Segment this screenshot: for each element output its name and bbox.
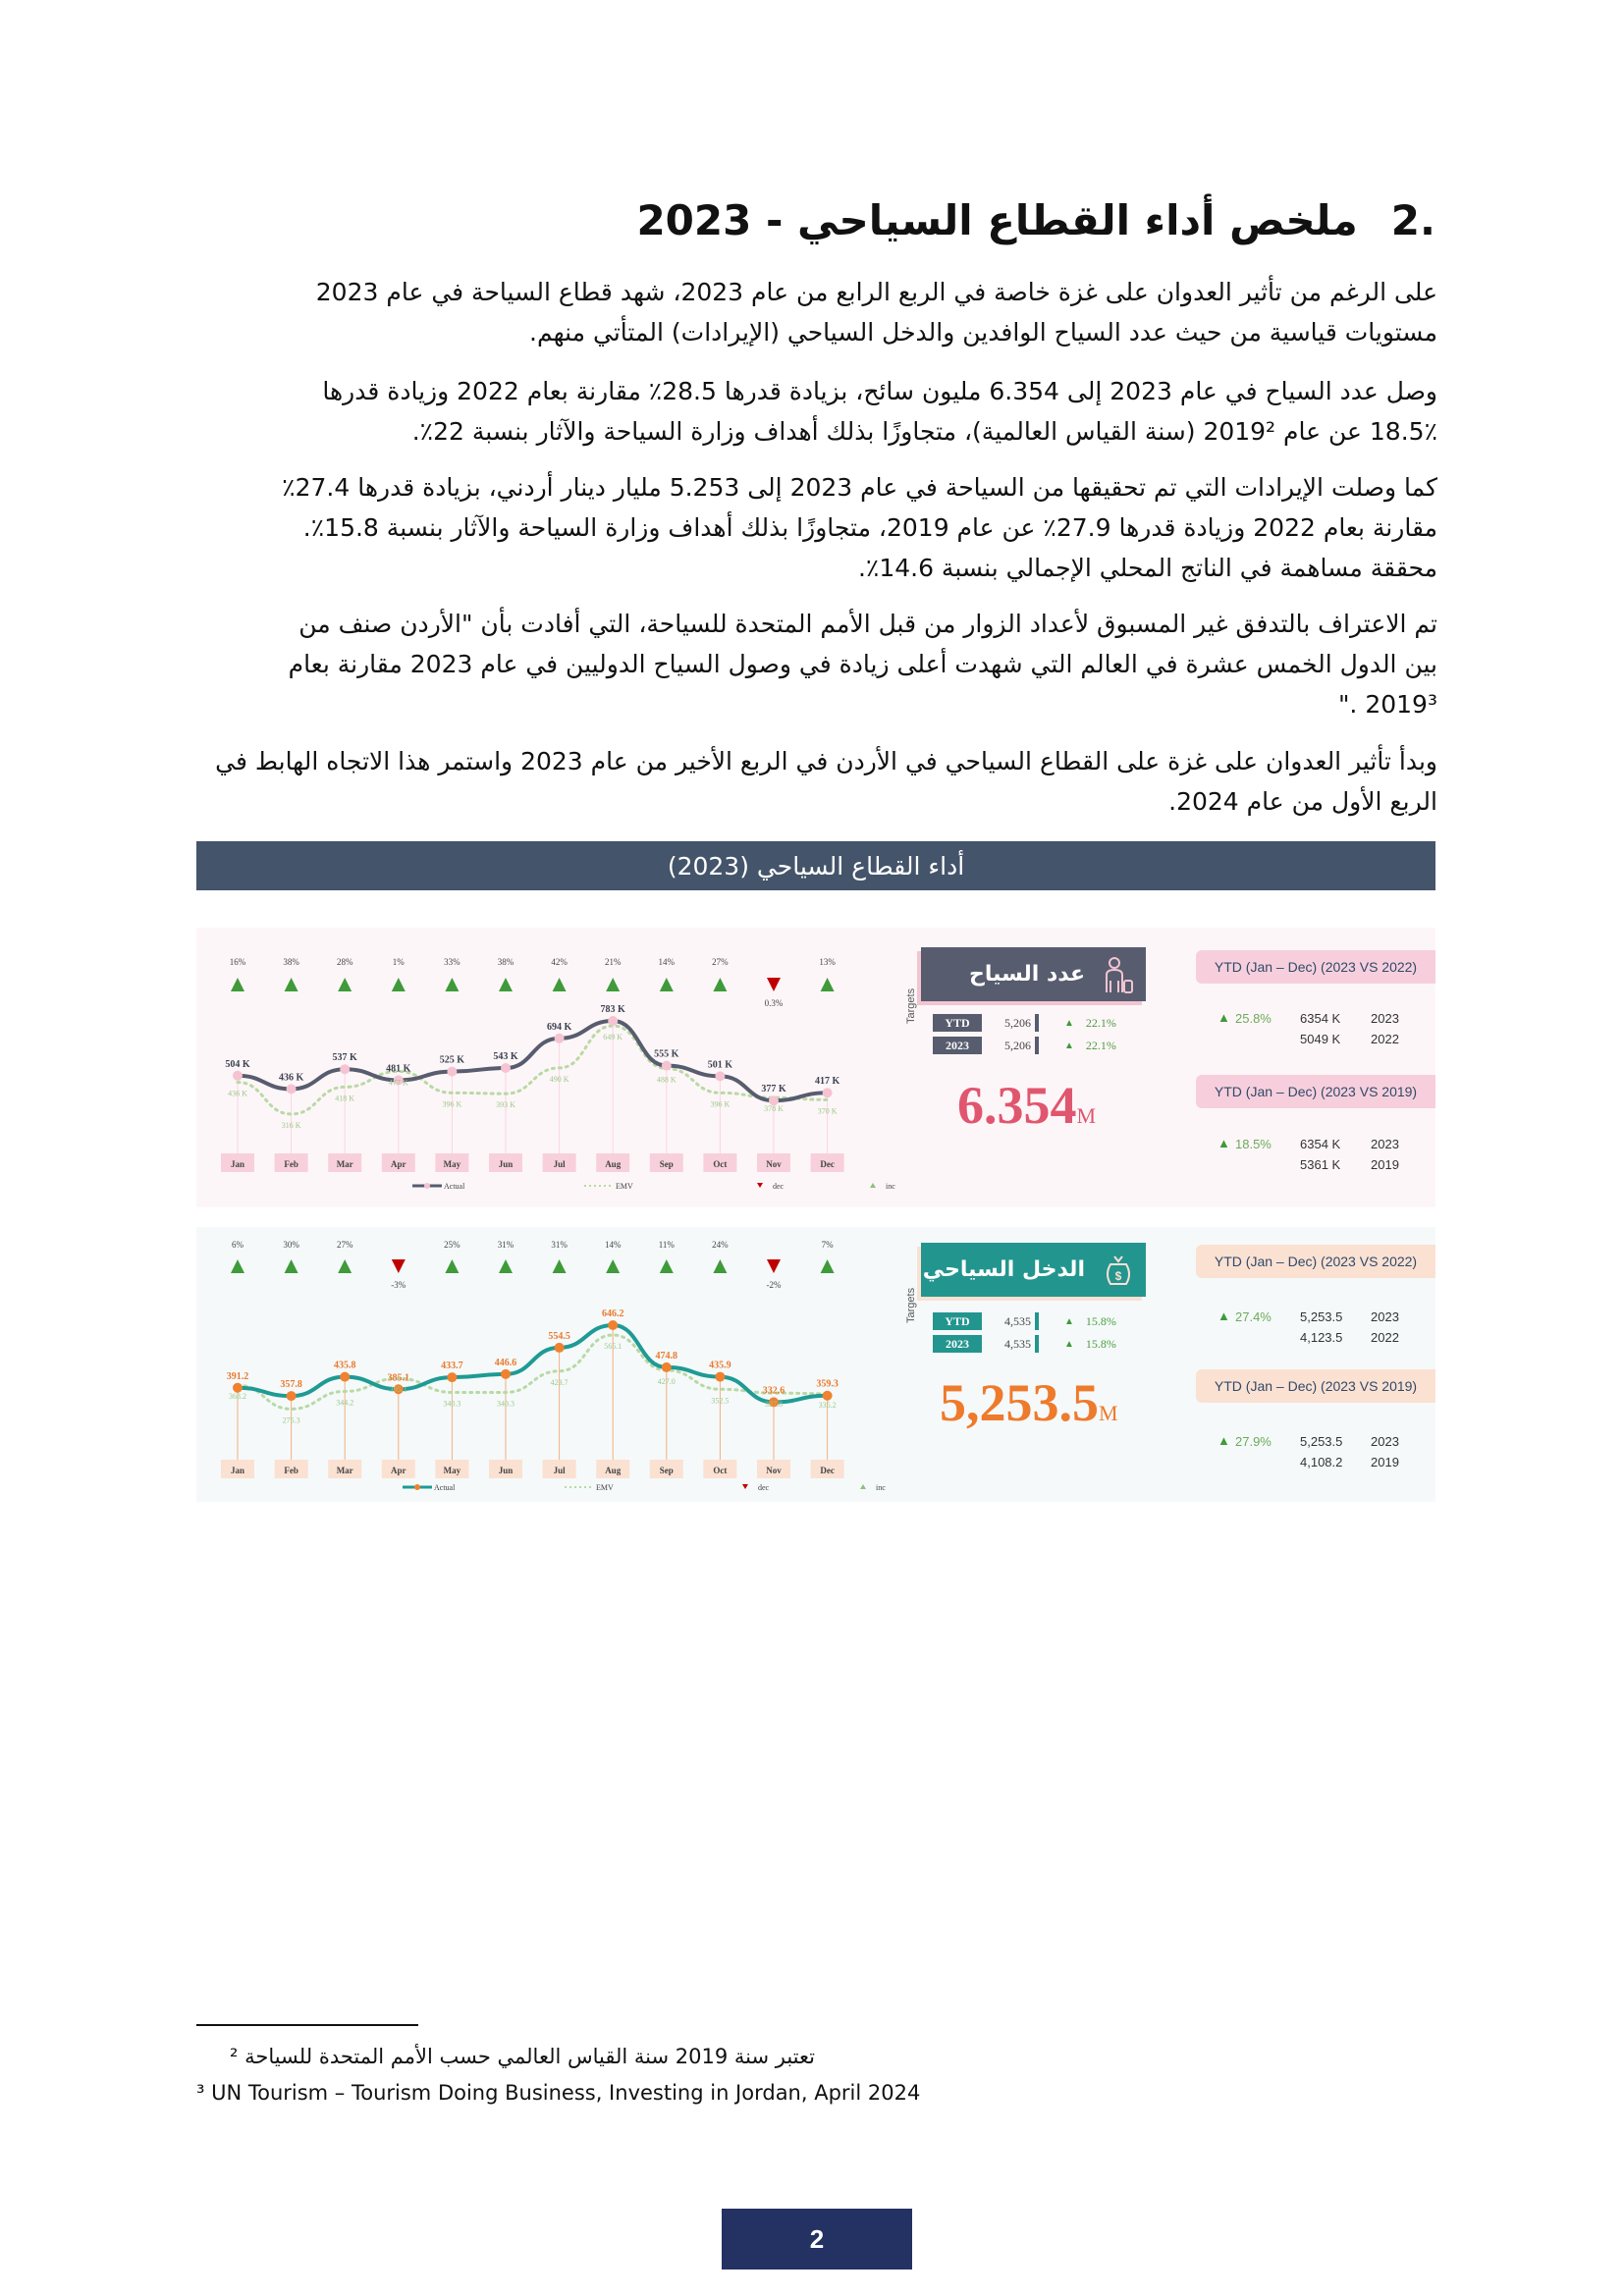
actual-value-label: 385.1 — [387, 1372, 410, 1384]
comparison-pct: 18.5% — [1235, 1137, 1272, 1151]
big-number: 5,253.5 — [940, 1373, 1099, 1432]
emv-series-line — [238, 1026, 828, 1114]
actual-value-label: 357.8 — [280, 1379, 302, 1391]
actual-value-label: 433.7 — [441, 1361, 463, 1372]
emv-series-line — [238, 1335, 828, 1409]
tourists-panel — [196, 928, 1435, 1207]
comparison-year: 2022 — [1371, 1330, 1399, 1345]
actual-series-line — [238, 1021, 828, 1103]
svg-text:$: $ — [1114, 1269, 1122, 1283]
comparison-pct: 25.8% — [1235, 1011, 1272, 1026]
paragraph-gaza-impact — [215, 741, 1437, 822]
actual-point — [501, 1063, 511, 1073]
target-bar — [1035, 1014, 1039, 1032]
change-pct-label: 33% — [444, 957, 460, 967]
month-label: Sep — [659, 1159, 674, 1169]
emv-value-label: 344.2 — [336, 1398, 354, 1408]
month-label: Nov — [766, 1159, 782, 1169]
emv-value-label: 340.3 — [443, 1399, 461, 1409]
big-unit: M — [1076, 1103, 1097, 1128]
footnote-separator — [196, 2024, 418, 2026]
emv-value-label: 565.1 — [604, 1342, 623, 1351]
up-arrow-icon: ▲ — [1218, 1308, 1230, 1323]
text-line: كما وصلت الإيرادات التي تم تحقيقها من السياحة في عام 2023 إلى 5.253 مليار دينار أردني، بزيادة قدرها 27.4٪ — [282, 473, 1437, 502]
change-pct-label: 31% — [551, 1240, 568, 1250]
emv-value-label: 378 K — [764, 1104, 784, 1114]
up-arrow-icon — [499, 978, 513, 991]
comparison-year: 2022 — [1371, 1032, 1399, 1046]
comparison-value: 6354 K — [1300, 1011, 1341, 1026]
emv-value-label: 649 K — [603, 1033, 623, 1041]
change-pct-label: 24% — [712, 1240, 729, 1250]
actual-value-label: 391.2 — [226, 1370, 249, 1382]
up-arrow-icon — [499, 1259, 513, 1273]
up-arrow-icon — [553, 1259, 567, 1273]
change-pct-label: 27% — [336, 1240, 353, 1250]
legend-inc-label: inc — [886, 1182, 895, 1191]
up-arrow-icon — [285, 1259, 298, 1273]
target-value: 5,206 — [1004, 1015, 1031, 1030]
change-pct-label: 27% — [712, 957, 729, 967]
revenue-title-card — [921, 1243, 1146, 1297]
down-arrow-icon — [767, 1259, 781, 1273]
target-key: 2023 — [933, 1037, 982, 1054]
ytd-header-2019: YTD (Jan – Dec) (2023 VS 2019) — [1196, 1075, 1435, 1108]
comparison-value: 5,253.5 — [1300, 1434, 1343, 1449]
total-tourists-value — [957, 1075, 1096, 1136]
text-line: بين الدول الخمس عشرة في العالم التي شهدت أعلى زيادة في وصول السياح الدوليين في عام 2023 مقارنة بعام — [288, 650, 1437, 678]
up-arrow-icon — [713, 978, 727, 991]
text-line: وبدأ تأثير العدوان على غزة على القطاع السياحي في الأردن في الربع الأخير من عام 2023 واستمر هذا الاتجاه الهابط في — [215, 747, 1437, 775]
legend-dec-icon — [742, 1484, 748, 1489]
actual-value-label: 555 K — [654, 1048, 679, 1060]
actual-value-label: 525 K — [439, 1054, 465, 1066]
change-pct-label: 11% — [658, 1240, 675, 1250]
actual-value-label: 417 K — [814, 1076, 840, 1088]
money-bag-icon — [1101, 1251, 1136, 1290]
actual-point — [555, 1343, 565, 1353]
change-pct-label: 13% — [819, 957, 836, 967]
page-number: 2 — [722, 2209, 912, 2269]
up-arrow-icon — [660, 978, 674, 991]
month-label: Feb — [284, 1159, 298, 1169]
target-value: 5,206 — [1004, 1038, 1031, 1052]
section-heading — [636, 196, 1435, 244]
comparison-year: 2019 — [1371, 1455, 1399, 1469]
actual-value-label: 474.8 — [655, 1350, 678, 1362]
paragraph-revenue — [232, 467, 1437, 588]
change-pct-label: -2% — [766, 1280, 782, 1290]
emv-value-label: 370 K — [817, 1106, 838, 1116]
legend-actual-label: Actual — [434, 1483, 456, 1492]
ytd-header-2022: YTD (Jan – Dec) (2023 VS 2022) — [1196, 1245, 1435, 1278]
revenue-panel — [196, 1227, 1435, 1502]
comparison-year: 2023 — [1371, 1011, 1399, 1026]
ytd-header-2022: YTD (Jan – Dec) (2023 VS 2022) — [1196, 950, 1435, 984]
target-key: 2023 — [933, 1335, 982, 1353]
legend-dec-icon — [757, 1183, 763, 1188]
up-arrow-icon — [445, 1259, 459, 1273]
text-line: وصل عدد السياح في عام 2023 إلى 6.354 مليون سائح، بزيادة قدرها 28.5٪ مقارنة بعام 2022 وزيادة قدرها — [322, 377, 1437, 405]
emv-value-label: 427.0 — [657, 1376, 676, 1386]
month-label: May — [443, 1159, 461, 1169]
emv-value-label: 490 K — [549, 1074, 569, 1084]
month-label: Jul — [553, 1466, 566, 1475]
month-label: Jun — [498, 1466, 514, 1475]
up-arrow-icon — [606, 978, 620, 991]
actual-point — [608, 1320, 618, 1330]
up-arrow-icon — [660, 1259, 674, 1273]
targets-label: Targets — [905, 988, 917, 1024]
target-pct: 15.8% — [1085, 1313, 1116, 1328]
target-row-2023 — [933, 1036, 1116, 1055]
change-pct-label: 7% — [821, 1240, 834, 1250]
up-arrow-icon — [231, 978, 244, 991]
actual-value-label: 537 K — [332, 1052, 357, 1064]
up-arrow-icon — [821, 1259, 835, 1273]
emv-value-label: 488 K — [656, 1075, 677, 1085]
up-arrow-icon — [553, 978, 567, 991]
up-arrow-icon — [713, 1259, 727, 1273]
up-arrow-icon — [606, 1259, 620, 1273]
big-number: 6.354 — [957, 1076, 1077, 1135]
actual-value-label: 646.2 — [601, 1308, 624, 1319]
change-pct-label: 21% — [604, 957, 622, 967]
target-row-2023 — [933, 1334, 1116, 1354]
up-arrow-icon — [338, 1259, 352, 1273]
change-pct-label: 30% — [283, 1240, 299, 1250]
emv-value-label: 335.2 — [818, 1400, 837, 1410]
actual-value-label: 446.6 — [494, 1357, 517, 1368]
month-label: Mar — [336, 1466, 353, 1475]
actual-point — [823, 1088, 833, 1097]
target-bar — [1035, 1312, 1039, 1330]
emv-value-label: 423.7 — [550, 1377, 568, 1387]
change-pct-label: 14% — [658, 957, 676, 967]
down-arrow-icon — [767, 978, 781, 991]
emv-value-label: 393 K — [496, 1100, 515, 1110]
up-arrow-icon — [445, 978, 459, 991]
comparison-pct: 27.4% — [1235, 1309, 1272, 1324]
dashboard-banner: أداء القطاع السياحي (2023) — [196, 841, 1435, 890]
target-pct: 22.1% — [1085, 1015, 1116, 1030]
emv-value-label: 418 K — [335, 1094, 355, 1103]
month-label: Aug — [605, 1159, 622, 1169]
month-label: May — [443, 1466, 461, 1475]
month-label: Mar — [336, 1159, 353, 1169]
target-key: YTD — [933, 1014, 982, 1032]
change-pct-label: 42% — [551, 957, 568, 967]
emv-value-label: 396 K — [710, 1099, 731, 1109]
actual-point — [662, 1362, 672, 1372]
actual-point — [233, 1071, 243, 1081]
emv-value-label: 352.5 — [711, 1396, 730, 1406]
actual-point — [715, 1071, 725, 1081]
actual-value-label: 481 K — [386, 1063, 411, 1075]
month-label: Jan — [230, 1466, 245, 1475]
comparison-year: 2023 — [1371, 1434, 1399, 1449]
legend-inc-icon — [860, 1484, 866, 1489]
legend-emv-label: EMV — [596, 1483, 614, 1492]
total-revenue-value — [940, 1372, 1118, 1433]
emv-value-label: 316 K — [281, 1120, 301, 1130]
emv-value-label: 275.3 — [282, 1415, 300, 1425]
text-line: مقارنة بعام 2022 وزيادة قدرها 27.9٪ عن عام 2019، متجاوزًا بذلك أهداف وزارة السياحة والآثار بنسبة 15.8٪. — [302, 513, 1437, 542]
month-label: Apr — [391, 1159, 406, 1169]
comparison-value: 6354 K — [1300, 1137, 1341, 1151]
section-title: ملخص أداء القطاع السياحي - 2023 — [636, 196, 1358, 244]
emv-value-label: 340.3 — [497, 1399, 514, 1409]
legend-actual-marker — [424, 1183, 430, 1189]
up-arrow-icon: ▲ — [1064, 1338, 1074, 1350]
month-label: Nov — [766, 1466, 782, 1475]
comparison-value: 4,123.5 — [1300, 1330, 1343, 1345]
comparison-value: 4,108.2 — [1300, 1455, 1343, 1469]
change-pct-label: 31% — [497, 1240, 514, 1250]
target-pct: 15.8% — [1085, 1336, 1116, 1351]
up-arrow-icon: ▲ — [1218, 1136, 1230, 1150]
actual-value-label: 436 K — [278, 1072, 304, 1084]
text-line: 18.5٪ عن عام 2019² (سنة القياس العالمية)، متجاوزًا بذلك أهداف وزارة السياحة والآثار بنسبة 22٪. — [411, 417, 1437, 446]
down-arrow-icon — [392, 1259, 406, 1273]
legend-actual-marker — [414, 1484, 420, 1490]
actual-value-label: 377 K — [761, 1084, 786, 1095]
change-pct-label: 16% — [229, 957, 246, 967]
month-label: Sep — [659, 1466, 674, 1475]
up-arrow-icon: ▲ — [1218, 1433, 1230, 1448]
actual-point — [340, 1372, 350, 1382]
actual-value-label: 435.8 — [333, 1360, 356, 1371]
actual-point — [340, 1064, 350, 1074]
month-label: Oct — [713, 1159, 728, 1169]
comparison-year: 2019 — [1371, 1157, 1399, 1172]
change-pct-label: 38% — [497, 957, 514, 967]
emv-value-label: 337.8 — [765, 1400, 783, 1410]
legend-dec-label: dec — [773, 1182, 785, 1191]
revenue-line-chart — [196, 1227, 884, 1502]
change-pct-label: 6% — [232, 1240, 244, 1250]
legend-emv-label: EMV — [616, 1182, 633, 1191]
up-arrow-icon — [285, 978, 298, 991]
paragraph-visitors — [232, 371, 1437, 452]
actual-point — [287, 1084, 297, 1094]
text-line: الربع الأول من عام 2024. — [1168, 787, 1437, 816]
actual-point — [555, 1034, 565, 1043]
actual-value-label: 543 K — [493, 1051, 518, 1062]
actual-point — [447, 1067, 457, 1077]
footnote-2: تعتبر سنة 2019 سنة القياس العالمي حسب الأمم المتحدة للسياحة ² — [229, 2045, 815, 2068]
up-arrow-icon: ▲ — [1064, 1017, 1074, 1029]
footnote-3: ³ UN Tourism – Tourism Doing Business, Investing in Jordan, April 2024 — [196, 2081, 921, 2105]
actual-point — [447, 1372, 457, 1382]
month-label: Jul — [553, 1159, 566, 1169]
actual-value-label: 694 K — [546, 1021, 572, 1033]
change-pct-label: 25% — [444, 1240, 460, 1250]
tourists-line-chart — [196, 928, 895, 1207]
change-pct-label: -3% — [391, 1280, 406, 1290]
up-arrow-icon — [231, 1259, 244, 1273]
month-label: Dec — [820, 1466, 835, 1475]
tourists-title-card — [921, 947, 1146, 1001]
actual-value-label: 435.9 — [709, 1360, 731, 1371]
month-label: Dec — [820, 1159, 835, 1169]
target-row-ytd — [933, 1013, 1116, 1033]
actual-point — [501, 1369, 511, 1379]
legend-inc-label: inc — [876, 1483, 886, 1492]
comparison-value: 5049 K — [1300, 1032, 1341, 1046]
up-arrow-icon: ▲ — [1218, 1010, 1230, 1025]
comparison-pct: 27.9% — [1235, 1434, 1272, 1449]
change-pct-label: 1% — [392, 957, 405, 967]
legend-actual-label: Actual — [444, 1182, 465, 1191]
actual-value-label: 783 K — [600, 1004, 625, 1015]
target-value: 4,535 — [1004, 1336, 1031, 1351]
month-label: Oct — [713, 1466, 728, 1475]
legend-dec-label: dec — [758, 1483, 770, 1492]
change-pct-label: 38% — [283, 957, 299, 967]
emv-value-label: 436 K — [228, 1089, 247, 1098]
change-pct-label: 28% — [336, 957, 353, 967]
card-title: عدد السياح — [969, 962, 1085, 987]
emv-value-label: 368.2 — [229, 1392, 246, 1402]
target-bar — [1035, 1037, 1039, 1054]
target-pct: 22.1% — [1085, 1038, 1116, 1052]
change-pct-label: 14% — [604, 1240, 622, 1250]
up-arrow-icon — [821, 978, 835, 991]
up-arrow-icon: ▲ — [1064, 1040, 1074, 1051]
tourist-icon — [1101, 955, 1136, 994]
actual-point — [608, 1016, 618, 1026]
ytd-header-2019: YTD (Jan – Dec) (2023 VS 2019) — [1196, 1369, 1435, 1403]
actual-point — [287, 1391, 297, 1401]
target-value: 4,535 — [1004, 1313, 1031, 1328]
actual-point — [823, 1391, 833, 1401]
comparison-year: 2023 — [1371, 1309, 1399, 1324]
actual-value-label: 554.5 — [548, 1330, 570, 1342]
actual-point — [662, 1061, 672, 1071]
card-title: الدخل السياحي — [922, 1257, 1085, 1282]
month-label: Apr — [391, 1466, 406, 1475]
text-line: مستويات قياسية من حيث عدد السياح الوافدين والدخل السياحي (الإيرادات) المتأتي منهم. — [529, 318, 1437, 347]
month-label: Feb — [284, 1466, 298, 1475]
target-key: YTD — [933, 1312, 982, 1330]
comparison-value: 5,253.5 — [1300, 1309, 1343, 1324]
text-line: 2019³ ." — [1337, 690, 1437, 719]
up-arrow-icon — [338, 978, 352, 991]
targets-label: Targets — [905, 1287, 917, 1323]
actual-value-label: 332.6 — [762, 1385, 785, 1397]
paragraph-recognition — [232, 604, 1437, 724]
month-label: Jun — [498, 1159, 514, 1169]
actual-value-label: 359.3 — [816, 1378, 839, 1390]
text-line: محققة مساهمة في الناتج المحلي الإجمالي بنسبة 14.6٪. — [857, 554, 1437, 582]
actual-point — [715, 1372, 725, 1382]
month-label: Jan — [230, 1159, 245, 1169]
target-bar — [1035, 1335, 1039, 1353]
legend-inc-icon — [870, 1183, 876, 1188]
text-line: تم الاعتراف بالتدفق غير المسبوق لأعداد الزوار من قبل الأمم المتحدة للسياحة، التي أفادت بأن "الأردن صنف من — [298, 610, 1437, 638]
emv-value-label: 477 K — [388, 1078, 408, 1088]
text-line: على الرغم من تأثير العدوان على غزة خاصة في الربع الرابع من عام 2023، شهد قطاع السياحة في عام 2023 — [315, 278, 1437, 306]
target-row-ytd — [933, 1311, 1116, 1331]
big-unit: M — [1099, 1401, 1118, 1425]
section-number: .2 — [1390, 196, 1435, 244]
emv-value-label: 396 K — [442, 1099, 462, 1109]
up-arrow-icon — [392, 978, 406, 991]
paragraph-intro — [232, 272, 1437, 352]
comparison-year: 2023 — [1371, 1137, 1399, 1151]
month-label: Aug — [605, 1466, 622, 1475]
actual-value-label: 504 K — [225, 1058, 250, 1070]
emv-value-label: 395.1 — [389, 1385, 407, 1395]
comparison-value: 5361 K — [1300, 1157, 1341, 1172]
up-arrow-icon: ▲ — [1064, 1315, 1074, 1327]
change-pct-label: 0.3% — [764, 998, 784, 1008]
actual-value-label: 501 K — [707, 1059, 733, 1071]
